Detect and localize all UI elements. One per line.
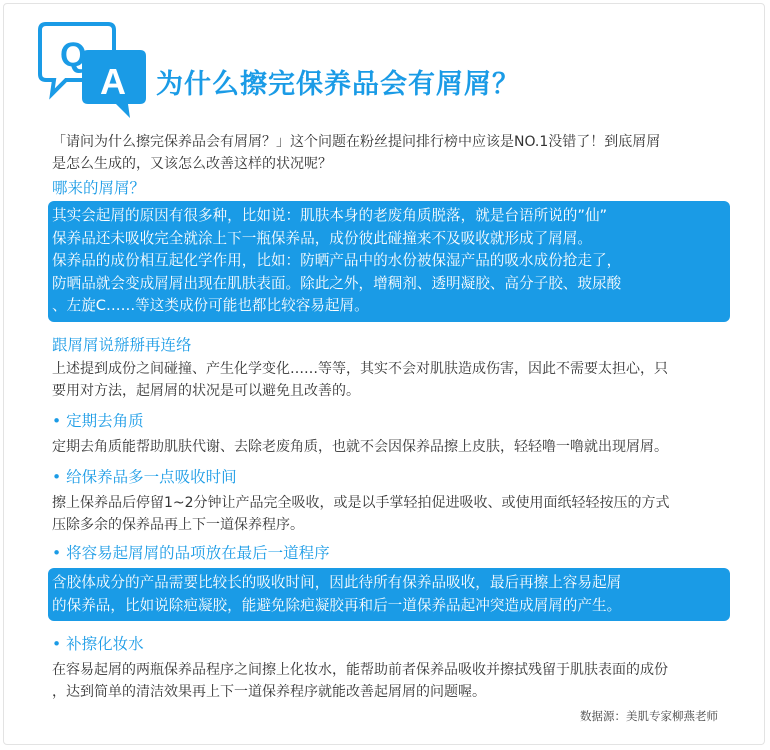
section-heading-origin: 哪来的屑屑？ — [52, 179, 146, 197]
box-line: 含胶体成分的产品需要比较长的吸收时间，因此待所有保养品吸收，最后再擦上容易起屑 — [52, 573, 622, 591]
tip-heading-exfoliate: • 定期去角质 — [52, 411, 144, 430]
box-line: 防晒品就会变成屑屑出现在肌肤表面。除此之外，增稠剂、透明凝胶、高分子胶、玻尿酸 — [52, 274, 622, 292]
page-title: 为什么擦完保养品会有屑屑？ — [156, 69, 520, 100]
body-line: 定期去角质能帮助肌肤代谢、去除老废角质，也就不会因保养品擦上皮肤，轻轻噜一噜就出现屑屑。 — [52, 438, 668, 455]
tip-heading-time: • 给保养品多一点吸收时间 — [52, 467, 237, 486]
body-line: 要用对方法，起屑屑的状况是可以避免且改善的。 — [52, 382, 360, 399]
tip-heading-makeup: • 补擦化妆水 — [52, 635, 144, 654]
body-line: 在容易起屑的两瓶保养品程序之间擦上化妆水，能帮助前者保养品吸收并擦拭残留于肌肤表面的成份 — [52, 662, 668, 679]
box-line: 保养品的成份相互起化学作用，比如：防晒产品中的水份被保湿产品的吸水成份抢走了， — [52, 252, 622, 270]
section-heading-goodbye: 跟屑屑说掰掰再连络 — [52, 335, 192, 354]
source-credit: 数据源：美肌专家柳燕老师 — [580, 709, 718, 723]
body-line: 擦上保养品后停留1~2分钟让产品完全吸收，或是以手掌轻拍促进吸收、或使用面纸轻轻按压的方式 — [52, 494, 670, 511]
body-line: 压除多余的保养品再上下一道保养程序。 — [52, 516, 304, 533]
logo-q: Q — [60, 36, 87, 74]
box-line: 其实会起屑的原因有很多种，比如说：肌肤本身的老废角质脱落，就是台语所说的”仙” — [52, 207, 608, 224]
box-line: 、左旋C……等这类成份可能也都比较容易起屑。 — [52, 297, 369, 315]
article-body — [52, 131, 724, 703]
box-line: 保养品还未吸收完全就涂上下一瓶保养品，成份彼此碰撞来不及吸收就形成了屑屑。 — [52, 229, 592, 247]
qa-logo-icon — [38, 22, 148, 124]
body-line: 上述提到成份之间碰撞、产生化学变化……等等，其实不会对肌肤造成伤害，因此不需要太担心，只 — [52, 360, 668, 377]
body-line: ，达到简单的清洁效果再上下一道保养程序就能改善起屑屑的问题喔。 — [52, 684, 486, 701]
tip-heading-last: • 将容易起屑屑的品项放在最后一道程序 — [52, 543, 330, 562]
box-line: 的保养品，比如说除疤凝胶，能避免除疤凝胶再和后一道保养品起冲突造成屑屑的产生。 — [52, 596, 622, 614]
intro-line: 是怎么生成的，又该怎么改善这样的状况呢？ — [52, 156, 332, 172]
highlight-box-last — [48, 568, 730, 621]
intro-line: 「请问为什么擦完保养品会有屑屑？」这个问题在粉丝提问排行榜中应该是NO.1没错了！到底屑屑 — [52, 134, 661, 150]
logo-a: A — [100, 61, 126, 102]
highlight-box-origin — [48, 201, 730, 322]
